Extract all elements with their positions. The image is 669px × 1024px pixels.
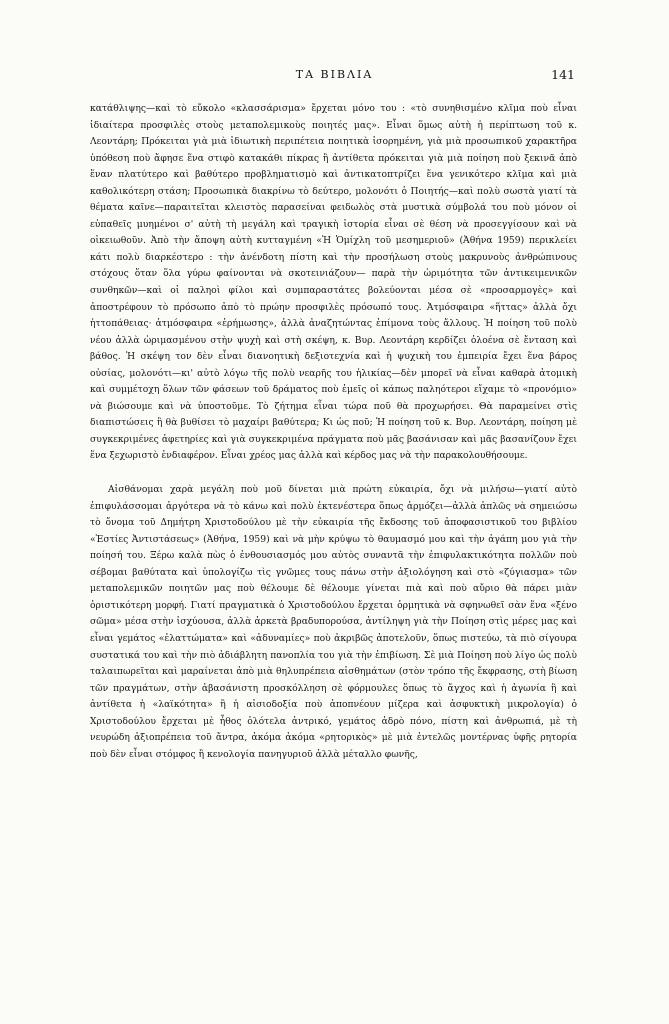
- paragraph-continued: κατάθλιψης—καὶ τὸ εὔκολο «κλασσάρισμα» ἔρχεται μόνο του : «τὸ συνηθισμένο κλῖμα ποὺ εἶναι ἰδιαίτερα προσφιλὲς στοὺς μεταπολεμικοὺς ποιητές μας». Εἶναι ὅμως αὐτὴ ἡ περίπτωση τοῦ κ. Λεοντάρη; Πρόκειται γιὰ μιὰ ἰδιωτικὴ περιπέτεια ποιητικὰ ἰσορημένη, γιὰ μιὰ προσωπικοῦ χαρακτῆρα ὑπόθεση ποὺ ἄφησε ἕνα στιφὸ κατακάθι πίκρας ἢ ἀντίθετα πρόκειται γιὰ μιὰ ποίηση ποὺ ξεκινᾶ ἀπὸ ἕναν πλατύτερο καὶ βαθύτερο προβληματισμὸ καὶ ἀντικατοπτρίζει ἕνα γενικότερο κλῖμα καὶ μιὰ καθολικότερη στάση; Προσωπικὰ διακρίνω τὸ δεύτερο, μολονότι ὁ Ποιητής—καὶ πολὺ σωστὰ γιατί τὰ θέματα καῖνε—παραιτεῖται κλειστὸς παρασείναι φειδωλὸς στὰ μυστικὰ σύμβολά του ποὺ μόνον οἱ εὐπαθεῖς μυημένοι σ' αὐτὴ τὴ μεγάλη καὶ τραγικὴ ἱστορία εἶναι σὲ θέση νὰ προσεγγίσουν καὶ νὰ οἰκειωθοῦν. Ἀπὸ τὴν ἄποψη αὐτὴ κυτταγμένη «Ἡ Ὁμίχλη τοῦ μεσημεριοῦ» (Ἀθήνα 1959) περικλείει κάτι πολὺ διαρκέστερο : τὴν ἀνένδοτη πίστη καὶ τὴν προσήλωση στοὺς μακρυνοὺς ἀνθρώπινους στόχους ὅταν ὅλα γύρω φαίνονται νὰ σκοτεινιάζουν— παρὰ τὴν ὡριμότητα τῶν ἀντικειμενικῶν συνθηκῶν—καὶ οἱ παληοὶ φίλοι καὶ συμπαραστάτες βολεύονται μέσα σὲ «προσαρμογὲς» καὶ ἀποστρέφουν τὸ πρόσωπο ἀπὸ τὸ πρώην προσφιλὲς πρόσωπό τους. Ἀτμόσφαιρα «ἥττας» ἀλλὰ ὄχι ἡττοπάθειας· ἀτμόσφαιρα «ἐρήμωσης», ἀλλὰ ἀναζητώντας ἐπίμονα τοὺς ἄλλους. Ἡ ποίηση τοῦ πολὺ νέου ἀλλὰ ὡριμασμένου στὴν ψυχὴ καὶ στὴ σκέψη, κ. Βυρ. Λεοντάρη κερδίζει ὁλοένα σὲ ἔνταση καὶ βάθος. Ἡ σκέψη τον δὲν εἶναι διανοητικὴ δεξιοτεχνία καὶ ἡ ψυχικὴ του ἐμπειρία ἔχει ἕνα βάρος οὐσίας, μολονότι—κι' αὐτὸ λόγω τῆς πολὺ νεαρῆς του ἡλικίας—δὲν μπορεῖ νὰ εἶναι καθαρὰ ἀτομικὴ καὶ συμμέτοχη ὅλων τῶν φάσεων τοῦ δράματος ποὺ ἐμεῖς οἱ κάπως παληότεροι εἴχαμε τὸ «προνόμιο» νὰ βιώσουμε καὶ νὰ ὑποστοῦμε. Τὸ ζήτημα εἶναι τώρα ποῦ θὰ προχωρήσει. Θὰ παραμείνει στὶς διαπιστώσεις ἢ θὰ βυθίσει τὸ μαχαίρι βαθύτερα; Κι ὡς ποῦ; Ἡ ποίηση τοῦ κ. Βυρ. Λεοντάρη, ποίηση μὲ συγκεκριμένες ἀφετηρίες καὶ γιὰ συγκεκριμένα πράγματα ποὺ μᾶς βασάνισαν καὶ μᾶς βασανίζουν ἔχει ἕνα ξεχωριστὸ ἐνδιαφέρον. Εἶναι χρέος μας ἀλλὰ καὶ κέρδος μας νὰ τὴν παρακολουθήσουμε.: [90, 103, 577, 462]
- running-head: [0, 66, 669, 86]
- body-text: [90, 101, 577, 763]
- page-number: 141: [551, 67, 575, 82]
- running-title: ΤΑ ΒΙΒΛΙΑ: [295, 68, 374, 81]
- paragraph-christodoulou: Αἰσθάνομαι χαρὰ μεγάλη ποὺ μοῦ δίνεται μιὰ πρώτη εὐκαιρία, ὄχι νὰ μιλήσω—γιατί αὐτὸ ἐπιφυλάσσομαι ἀργότερα νὰ τὸ κάνω καὶ πολὺ ἐκτενέστερα ὅπως ἁρμόζει—ἀλλὰ ἁπλῶς νὰ σημειώσω τὸ ὄνομα τοῦ Δημήτρη Χριστοδούλου μὲ τὴν εὐκαιρία τῆς ἔκδοσης τοῦ ἀποφασιστικοῦ του βιβλίου «Ἑστίες Ἀντιστάσεως» (Ἀθήνα, 1959) καὶ νὰ μὴν κρύψω τὸ θαυμασμό μου καὶ τὴν ἀγάπη μου γιὰ τὴν ποίησή του. Ξέρω καλὰ πὼς ὁ ἐνθουσιασμός μου αὐτὸς συναντᾶ τὴν ἐπιφυλακτικότητα πολλῶν ποὺ σέβομαι βαθύτατα καὶ ὑπολογίζω τὶς γνῶμες τους πάνω στὴν ἀξιολόγηση καὶ στὸ «ζύγιασμα» τῶν μεταπολεμικῶν ποιητῶν μας ποὺ θέλουμε δὲ θέλουμε γίνεται πιὰ καὶ ποὺ αὔριο θὰ πάρει μιὰν ὁριστικότερη μορφή. Γιατί πραγματικὰ ὁ Χριστοδούλου ἔρχεται ὁρμητικὰ νὰ σφηνωθεῖ σὰν ἕνα «ξένο σῶμα» μέσα στὴν ἰσχύουσα, ἀλλὰ ἀρκετὰ βραδυπορούσα, ἀντίληψη γιὰ τὴν Ποίηση στὶς μέρες μας καὶ εἶναι γεμάτος «ἐλαττώματα» καὶ «ἀδυναμίες» ποὺ ἀκριβῶς ἀποτελοῦν, ὅπως πιστεύω, τὰ πιὸ σίγουρα συστατικά του καὶ τὴν πιὸ ἀδιάβλητη πανοπλία του γιὰ τὴν ἐπιβίωση. Σὲ μιὰ Ποίηση ποὺ λίγο ὡς πολὺ ταλαιπωρεῖται καὶ μαραίνεται ἀπὸ μιὰ θηλυπρέπεια αἰσθημάτων (στὸν τρόπο τῆς ἔκφρασης, στὴ βίωση τῶν πραγμάτων, στὴν ἀβασάνιστη προσκόλληση σὲ φόρμουλες ὅπως τὸ ἄγχος καὶ ἡ ἀγωνία ἢ καὶ ἀντίθετα ἡ «λαϊκότητα» ἢ ἡ αἰσιοδοξία ποὺ ἀποπνέουν μίζερα καὶ ἀσφυκτικὴ μικρολογία) ὁ Χριστοδούλου ἔρχεται μὲ ἦθος ὁλότελα ἀντρικό, γεμάτος ἁδρὸ πόνο, πίστη καὶ ἀνθρωπιά, μὲ τὴ νευρώδη ἀξιοπρέπεια τοῦ ἄντρα, ἀκόμα ἀκόμα «ρητορικὸς» μὲ μιὰ ἐντελῶς μοντέρνας ὑφῆς ρητορία ποὺ δὲν εἶναι στόμφος ἢ κενολογία πανηγυριοῦ ἀλλὰ μέταλλο φωνῆς,: [90, 484, 577, 760]
